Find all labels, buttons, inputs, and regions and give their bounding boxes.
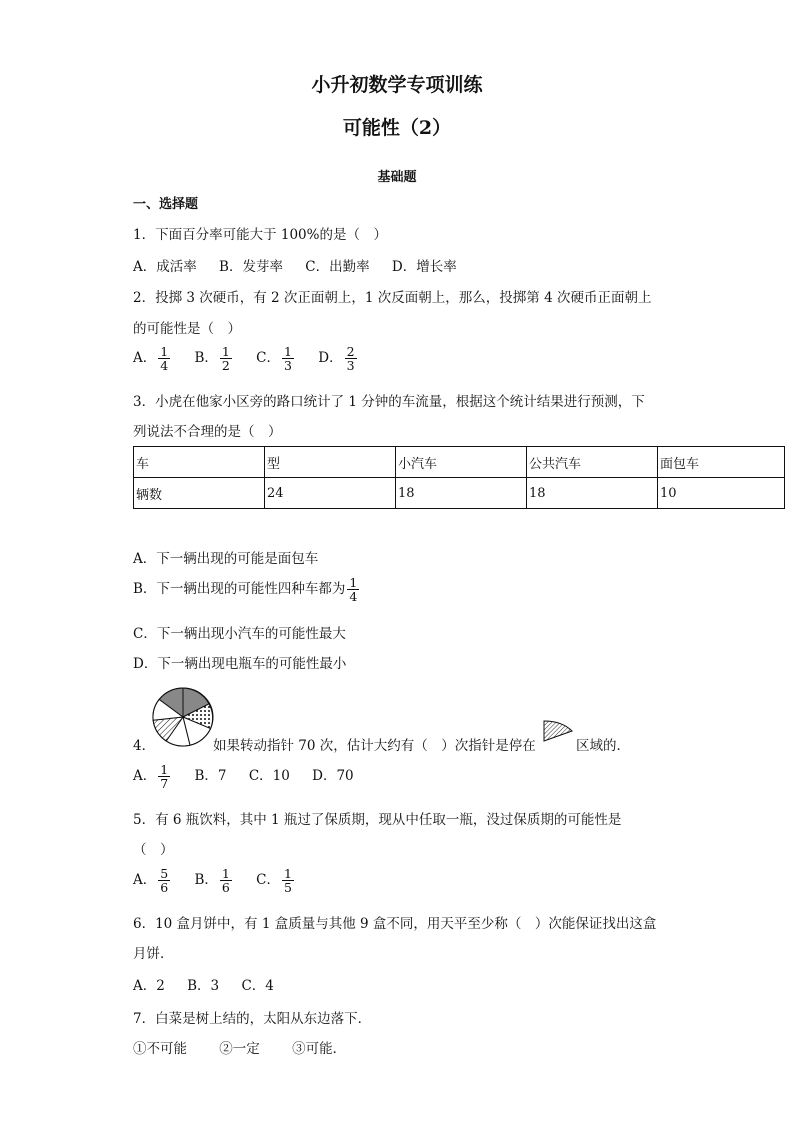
table-header-row — [134, 447, 785, 478]
q7-option-2: ②一定 — [219, 1041, 260, 1057]
q6-stem-line2: 月饼． — [133, 946, 174, 962]
q1-option-d: D．增长率 — [391, 259, 457, 275]
q5-option-c: C． $\frac{1}{5}$ — [256, 866, 292, 895]
q1-option-b: B．发芽率 — [219, 259, 283, 275]
table-cell: 18 — [396, 478, 527, 509]
page-title: 小升初数学专项训练 — [311, 74, 483, 96]
q3-stem-line2: 列说法不合理的是（ ） — [133, 424, 282, 440]
section-label: 基础题 — [377, 170, 417, 185]
q1-options — [133, 255, 475, 275]
q5-stem-line2: （ ） — [133, 842, 174, 858]
q5-option-a: A． $\frac{5}{6}$ — [133, 866, 169, 895]
table-cell: 18 — [527, 478, 658, 509]
q6-stem-line1: 6．10 盒月饼中，有 1 盒质量与其他 9 盒不同，用天平至少称（ ）次能保证找出这盒 — [133, 916, 657, 932]
q3-stem-line1: 3．小虎在他家小区旁的路口统计了 1 分钟的车流量，根据这个统计结果进行预测，下 — [133, 394, 645, 410]
spinner-pie-icon — [151, 686, 215, 748]
table-cell: 小汽车 — [396, 447, 527, 478]
table-cell: 型 — [265, 447, 396, 478]
q4-options — [133, 763, 372, 790]
q6-option-a: A．2 — [133, 978, 165, 994]
q3-option-a: A．下一辆出现的可能是面包车 — [133, 551, 319, 567]
q3-option-d: D．下一辆出现电瓶车的可能性最小 — [133, 656, 347, 672]
q7-stem: 7．白菜是树上结的，太阳从东边落下． — [133, 1011, 372, 1027]
q2-option-b: B． $\frac{1}{2}$ — [194, 344, 230, 373]
q3-option-c: C．下一辆出现小汽车的可能性最大 — [133, 626, 346, 642]
traffic-table — [133, 446, 785, 509]
q4-option-c: C．10 — [248, 768, 290, 784]
q5-option-b: B． $\frac{1}{6}$ — [194, 866, 230, 895]
table-cell: 面包车 — [658, 447, 785, 478]
q5-options — [133, 867, 314, 894]
q5-stem-line1: 5．有 6 瓶饮料，其中 1 瓶过了保质期，现从中任取一瓶，没过保质期的可能性是 — [133, 812, 622, 828]
table-row — [134, 478, 785, 509]
table-cell: 辆数 — [134, 478, 265, 509]
q6-options — [133, 974, 292, 994]
q6-option-c: C．4 — [241, 978, 274, 994]
q7-option-3: ③可能． — [292, 1041, 347, 1057]
q7-options — [133, 1037, 364, 1057]
q4-option-a: A． $\frac{1}{7}$ — [133, 762, 169, 791]
q2-options — [133, 345, 377, 372]
q4-text-after: 区域的． — [576, 738, 630, 754]
q2-option-d: D． $\frac{2}{3}$ — [318, 344, 355, 373]
q2-stem-line2: 的可能性是（ ） — [133, 321, 241, 337]
q1-stem: 1．下面百分率可能大于 100%的是（ ） — [133, 227, 387, 243]
q4-option-d: D．70 — [312, 768, 354, 784]
q4-number: 4． — [133, 738, 156, 754]
q2-option-a: A． $\frac{1}{4}$ — [133, 344, 169, 373]
table-cell: 公共汽车 — [527, 447, 658, 478]
q4-option-b: B．7 — [194, 768, 227, 784]
q4-text-before: 如果转动指针 70 次，估计大约有（ ）次指针是停在 — [213, 738, 536, 754]
sector-hatch-icon — [542, 719, 574, 747]
part-heading: 一、选择题 — [133, 197, 199, 212]
page-subtitle: 可能性（2） — [342, 117, 452, 139]
q2-stem-line1: 2．投掷 3 次硬币，有 2 次正面朝上，1 次反面朝上，那么，投掷第 4 次硬币正面朝上 — [133, 290, 652, 306]
q7-option-1: ①不可能 — [133, 1041, 187, 1057]
q1-option-a: A．成活率 — [133, 259, 197, 275]
q6-option-b: B．3 — [187, 978, 220, 994]
q1-option-c: C．出勤率 — [305, 259, 370, 275]
q2-option-c: C． $\frac{1}{3}$ — [256, 344, 292, 373]
table-cell: 10 — [658, 478, 785, 509]
q3-option-b: B．下一辆出现的可能性四种车都为 $\frac{1}{4}$ — [133, 575, 358, 604]
table-cell: 车 — [134, 447, 265, 478]
table-cell: 24 — [265, 478, 396, 509]
